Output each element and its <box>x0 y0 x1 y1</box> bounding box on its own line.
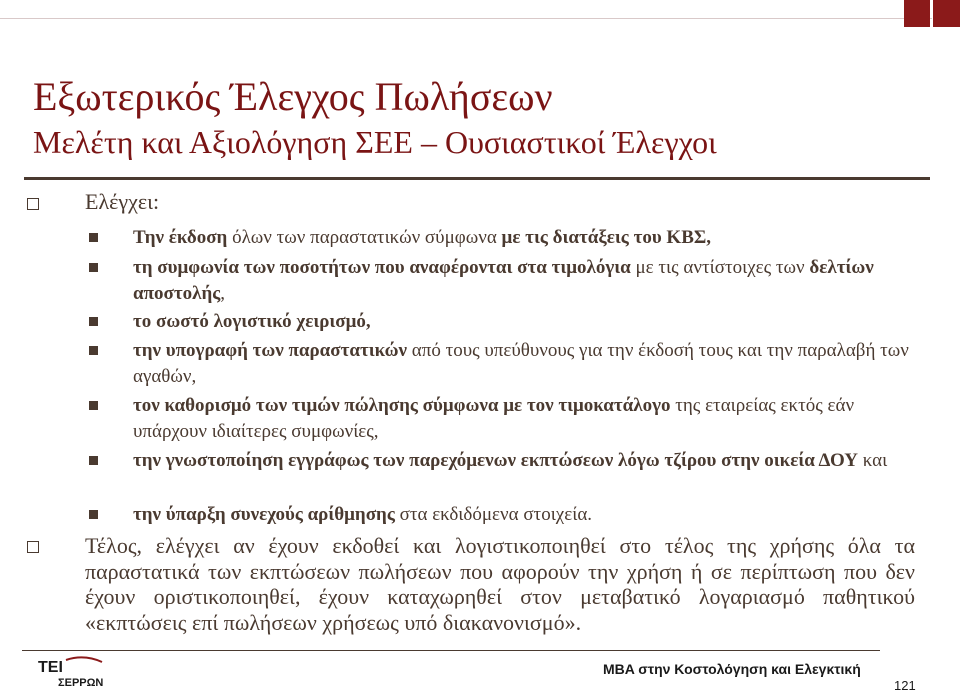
plain-text: , <box>220 283 225 304</box>
plain-text: από τους υπεύθυνους για την έκδοσή τους και την παραλαβή των αγαθών, <box>133 340 909 387</box>
list-item <box>133 448 916 474</box>
footer-title: MBA στην Κοστολόγηση και Ελεγκτική <box>603 661 861 677</box>
list-item <box>133 309 916 335</box>
page-number: 121 <box>894 678 916 693</box>
bold-text: την γνωστοποίηση εγγράφως των παρεχόμενων εκπτώσεων λόγω τζίρου στην οικεία ΔΟΥ <box>133 450 858 471</box>
institution-logo <box>36 654 106 692</box>
hollow-bullet-icon <box>27 198 39 210</box>
svg-text:ΤΕΙ: ΤΕΙ <box>38 659 63 676</box>
list-item <box>133 393 916 445</box>
plain-text: της εταιρείας εκτός εάν υπάρχουν ιδιαίτερες συμφωνίες, <box>133 395 855 442</box>
bold-text: τη συμφωνία των ποσοτήτων που αναφέρονται στα τιμολόγια <box>133 257 631 278</box>
plain-text: με τις αντίστοιχες των <box>630 257 810 278</box>
slide-subtitle: Μελέτη και Αξιολόγηση ΣΕΕ – Ουσιαστικοί Έλεγχοι <box>33 124 717 160</box>
square-bullet-icon <box>89 317 98 326</box>
intro-text: Ελέγχει: <box>85 189 160 214</box>
square-bullet-icon <box>89 346 98 355</box>
bold-text: την υπογραφή των παραστατικών <box>133 340 408 361</box>
corner-block-left <box>904 0 930 27</box>
bold-text: με τις διατάξεις του ΚΒΣ, <box>501 227 712 248</box>
bold-text: δελτίων αποστολής <box>133 257 874 304</box>
square-bullet-icon <box>89 263 98 272</box>
square-bullet-icon <box>89 401 98 410</box>
header-decor-line <box>0 18 932 19</box>
plain-text: και <box>857 450 888 471</box>
square-bullet-icon <box>89 510 98 519</box>
bold-text: την ύπαρξη συνεχούς αρίθμησης <box>133 504 395 525</box>
list-item <box>133 255 916 307</box>
slide-title: Εξωτερικός Έλεγχος Πωλήσεων <box>33 74 553 119</box>
closing-paragraph: Τέλος, ελέγχει αν έχουν εκδοθεί και λογιστικοποιηθεί στο τέλος της χρήσης όλα τα παραστατικά των εκπτώσεων πωλήσεων που αφορούν την χρήση ή σε περίπτωση που δεν έχουν οριστικοποιηθεί, έχουν καταχωρηθεί στον μεταβατικό λογαριασμό παθητικού «εκπτώσεις επί πωλήσεων χρήσεως υπό διακανονισμό». <box>85 533 915 635</box>
title-divider <box>24 177 930 180</box>
square-bullet-icon <box>89 456 98 465</box>
list-item <box>133 502 916 528</box>
bold-text: το σωστό λογιστικό χειρισμό, <box>133 311 371 332</box>
footer-divider <box>22 650 880 651</box>
bold-text: τον καθορισμό των τιμών πώλησης σύμφωνα με τον τιμοκατάλογο <box>133 395 671 416</box>
bold-text: Την έκδοση <box>133 227 228 248</box>
hollow-bullet-icon <box>27 541 39 553</box>
svg-text:ΣΕΡΡΩΝ: ΣΕΡΡΩΝ <box>58 677 104 689</box>
plain-text: όλων των παραστατικών σύμφωνα <box>227 227 502 248</box>
corner-block-right <box>933 0 960 27</box>
plain-text: στα εκδιδόμενα στοιχεία. <box>394 504 593 525</box>
list-item <box>133 338 916 390</box>
square-bullet-icon <box>89 233 98 242</box>
list-item <box>133 225 916 251</box>
